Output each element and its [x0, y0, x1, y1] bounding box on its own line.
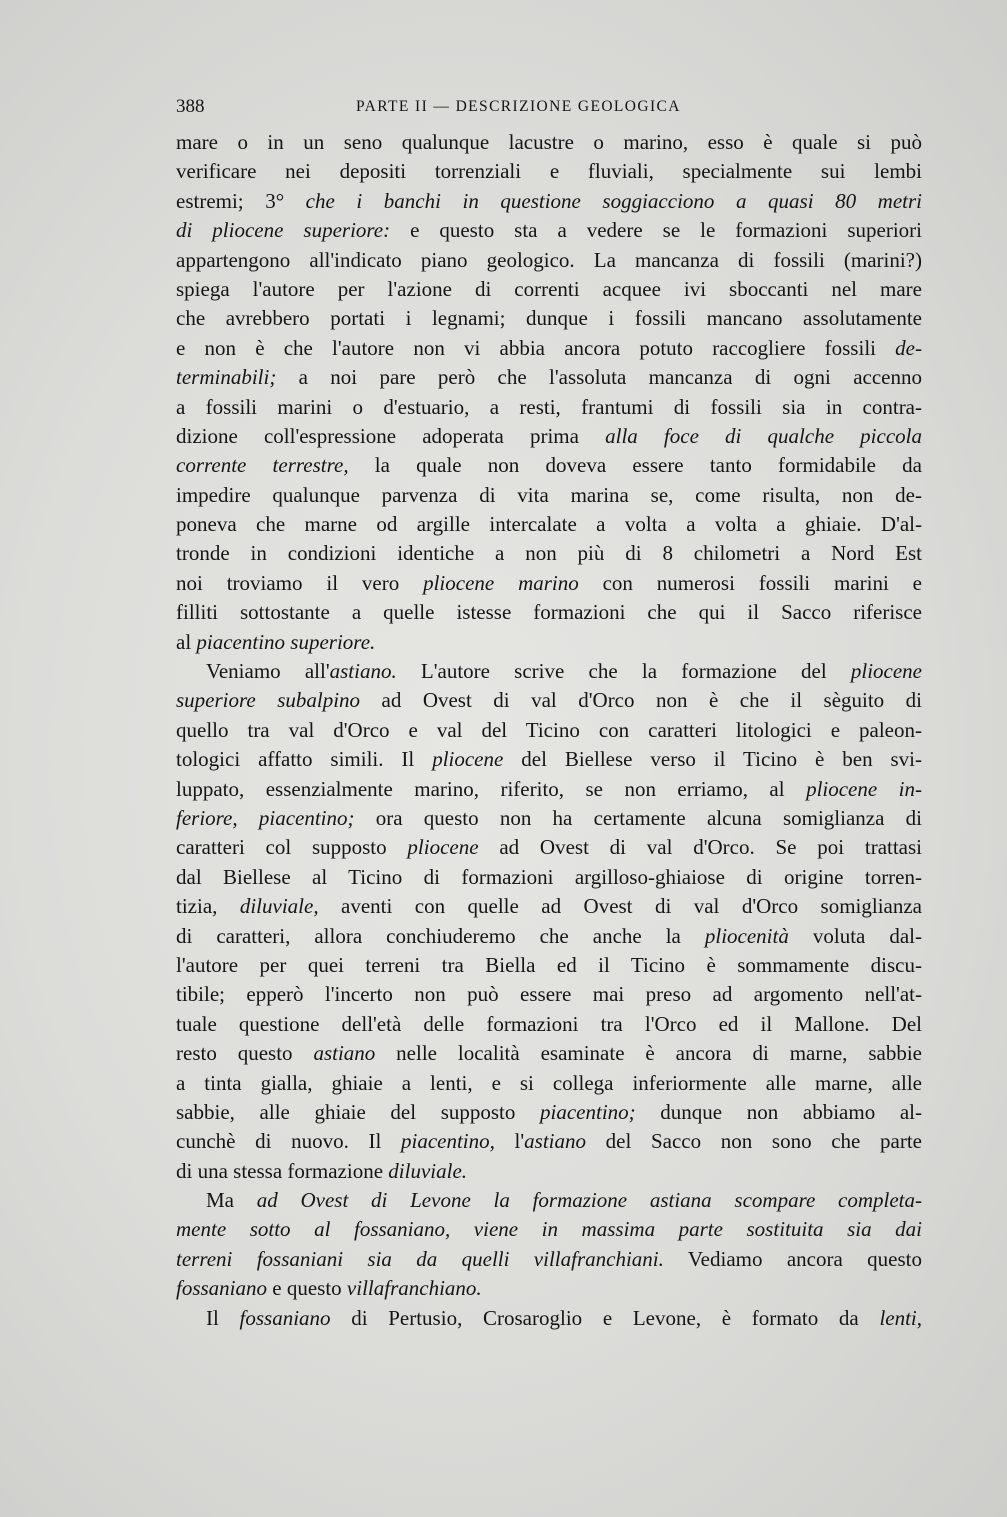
- italic-text-segment: villafranchiano.: [346, 1276, 482, 1301]
- text-segment: voluta dal-: [788, 923, 922, 948]
- text-line: [176, 1304, 922, 1333]
- text-segment: L'autore scrive che la formazione del: [396, 659, 851, 684]
- text-segment: dizione coll'espressione adoperata prima: [176, 423, 606, 448]
- text-line: [176, 863, 922, 892]
- italic-text-segment: piacentino,: [400, 1129, 495, 1154]
- text-line: [176, 157, 922, 186]
- text-segment: di Pertusio, Crosaroglio e Levone, è formato da: [330, 1305, 880, 1330]
- text-line: [176, 1127, 922, 1156]
- italic-text-segment: di pliocene superiore:: [176, 218, 391, 243]
- italic-text-segment: terminabili;: [176, 365, 277, 390]
- text-line: [176, 980, 922, 1009]
- text-segment: dal Biellese al Ticino di formazioni argilloso-ghiaiose di origine torren-: [176, 864, 922, 889]
- text-segment: a noi pare però che l'assoluta mancanza di ogni accenno: [276, 365, 922, 390]
- text-line: [176, 422, 922, 451]
- text-segment: Vediamo ancora questo: [663, 1246, 922, 1271]
- text-line: [176, 187, 922, 216]
- text-segment: al: [176, 629, 197, 654]
- text-line: [176, 1069, 922, 1098]
- text-segment: poneva che marne od argille intercalate a volta a volta a ghiaie. D'al-: [176, 512, 922, 537]
- text-line: [176, 804, 922, 833]
- text-segment: di caratteri, allora conchiuderemo che anche la: [176, 923, 705, 948]
- text-segment: quello tra val d'Orco e val del Ticino con caratteri litologici e paleon-: [176, 717, 922, 742]
- text-segment: a fossili marini o d'estuario, a resti, frantumi di fossili sia in contra-: [176, 394, 922, 419]
- italic-text-segment: corrente terrestre,: [176, 453, 349, 478]
- text-line: [176, 1039, 922, 1068]
- italic-text-segment: che i banchi in questione soggiacciono a quasi 80 metri: [305, 188, 922, 213]
- text-segment: resto questo: [176, 1041, 314, 1066]
- text-segment: mare o in un seno qualunque lacustre o marino, esso è quale si può: [176, 130, 922, 154]
- text-line: [176, 569, 922, 598]
- italic-text-segment: terreni fossaniani sia da quelli villafranchiani.: [176, 1246, 664, 1271]
- italic-text-segment: astiano.: [329, 659, 397, 684]
- text-segment: ad Ovest di val d'Orco. Se poi trattasi: [478, 835, 923, 860]
- text-segment: aventi con quelle ad Ovest di val d'Orco somiglianza: [318, 894, 922, 919]
- text-segment: luppato, essenzialmente marino, riferito, se non erriamo, al: [176, 776, 807, 801]
- italic-text-segment: superiore subalpino: [176, 688, 361, 713]
- text-segment: caratteri col supposto: [176, 835, 408, 860]
- italic-text-segment: pliocene: [850, 659, 923, 684]
- text-line: [176, 922, 922, 951]
- body-text: [176, 128, 922, 1333]
- text-segment: con numerosi fossili marini e: [578, 570, 922, 595]
- text-segment: ad Ovest di val d'Orco non è che il sèguito di: [360, 688, 922, 713]
- italic-text-segment: pliocene marino: [423, 570, 579, 595]
- text-segment: filliti sottostante a quelle istesse formazioni che qui il Sacco riferisce: [176, 600, 922, 625]
- text-line: [176, 216, 922, 245]
- italic-text-segment: piacentino;: [540, 1099, 636, 1124]
- text-line: [176, 539, 922, 568]
- text-segment: che avrebbero portati i legnami; dunque i fossili mancano assolutamente: [176, 306, 922, 331]
- text-segment: appartengono all'indicato piano geologico. La mancanza di fossili (marini?): [176, 247, 922, 272]
- text-segment: la quale non doveva essere tanto formidabile da: [348, 453, 922, 478]
- text-line: [176, 275, 922, 304]
- text-segment: del Sacco non sono che parte: [586, 1129, 922, 1154]
- italic-text-segment: pliocenità: [704, 923, 789, 948]
- text-segment: e questo: [267, 1276, 347, 1301]
- text-line: [176, 892, 922, 921]
- text-line: [176, 128, 922, 157]
- text-segment: verificare nei depositi torrenziali e fluviali, specialmente sui lembi: [176, 159, 922, 184]
- text-line: [176, 1010, 922, 1039]
- text-line: [176, 1215, 922, 1244]
- italic-text-segment: diluviale,: [239, 894, 319, 919]
- text-segment: spiega l'autore per l'azione di correnti acquee ivi sboccanti nel mare: [176, 276, 922, 301]
- italic-text-segment: lenti,: [879, 1305, 923, 1330]
- text-line: [176, 1274, 922, 1303]
- text-line: [176, 686, 922, 715]
- italic-text-segment: feriore, piacentino;: [176, 805, 355, 830]
- text-segment: tibile; epperò l'incerto non può essere mai preso ad argomento nell'at-: [176, 982, 922, 1007]
- text-line: [176, 833, 922, 862]
- text-segment: nelle località esaminate è ancora di marne, sabbie: [375, 1041, 922, 1066]
- text-segment: Veniamo all': [206, 659, 330, 684]
- italic-text-segment: de-: [895, 335, 922, 360]
- text-segment: dunque non abbiamo al-: [635, 1099, 922, 1124]
- text-segment: ora questo non ha certamente alcuna somiglianza di: [354, 805, 923, 830]
- text-line: [176, 451, 922, 480]
- running-head: PARTE II — DESCRIZIONE GEOLOGICA: [356, 98, 681, 115]
- text-segment: e non è che l'autore non vi abbia ancora potuto raccogliere fossili: [176, 335, 896, 360]
- text-segment: estremi; 3°: [176, 188, 306, 213]
- italic-text-segment: astiano: [524, 1129, 587, 1154]
- text-segment: l': [494, 1129, 525, 1154]
- text-line: [176, 598, 922, 627]
- text-segment: cunchè di nuovo. Il: [176, 1129, 401, 1154]
- italic-text-segment: ad Ovest di Levone la formazione astiana scompare completa-: [256, 1188, 923, 1213]
- italic-text-segment: diluviale.: [388, 1158, 468, 1183]
- text-line: [176, 246, 922, 275]
- text-segment: tologici affatto simili. Il: [176, 747, 433, 772]
- text-segment: tizia,: [176, 894, 240, 919]
- italic-text-segment: pliocene in-: [806, 776, 922, 801]
- text-line: [176, 1157, 922, 1186]
- text-line: [176, 1245, 922, 1274]
- text-line: [176, 304, 922, 333]
- text-segment: noi troviamo il vero: [176, 570, 424, 595]
- text-line: [176, 657, 922, 686]
- italic-text-segment: astiano: [313, 1041, 376, 1066]
- text-segment: impedire qualunque parvenza di vita marina se, come risulta, non de-: [176, 482, 922, 507]
- text-line: [176, 1186, 922, 1215]
- italic-text-segment: fossaniano: [176, 1276, 268, 1301]
- text-line: [176, 628, 922, 657]
- text-line: [176, 363, 922, 392]
- text-line: [176, 745, 922, 774]
- text-line: [176, 393, 922, 422]
- italic-text-segment: alla foce di qualche piccola: [605, 423, 922, 448]
- text-line: [176, 1098, 922, 1127]
- text-line: [176, 510, 922, 539]
- page-number: 388: [176, 96, 205, 117]
- text-line: [176, 716, 922, 745]
- text-segment: tuale questione dell'età delle formazioni tra l'Orco ed il Mallone. Del: [176, 1011, 922, 1036]
- text-segment: sabbie, alle ghiaie del supposto: [176, 1099, 541, 1124]
- text-segment: tronde in condizioni identiche a non più di 8 chilometri a Nord Est: [176, 541, 922, 566]
- text-line: [176, 775, 922, 804]
- text-segment: di una stessa formazione: [176, 1158, 389, 1183]
- text-segment: e questo sta a vedere se le formazioni superiori: [390, 218, 922, 243]
- italic-text-segment: fossaniano: [239, 1305, 331, 1330]
- text-line: [176, 334, 922, 363]
- text-segment: Ma: [206, 1188, 257, 1213]
- italic-text-segment: pliocene: [432, 747, 504, 772]
- text-segment: l'autore per quei terreni tra Biella ed il Ticino è sommamente discu-: [176, 952, 922, 977]
- italic-text-segment: pliocene: [407, 835, 479, 860]
- italic-text-segment: piacentino superiore.: [196, 629, 376, 654]
- text-line: [176, 951, 922, 980]
- page-header: [176, 96, 922, 120]
- text-segment: a tinta gialla, ghiaie a lenti, e si collega inferiormente alle marne, alle: [176, 1070, 922, 1095]
- italic-text-segment: mente sotto al fossaniano, viene in massima parte sostituita sia dai: [176, 1217, 922, 1242]
- text-segment: del Biellese verso il Ticino è ben svi-: [503, 747, 922, 772]
- text-segment: Il: [206, 1305, 240, 1330]
- text-line: [176, 481, 922, 510]
